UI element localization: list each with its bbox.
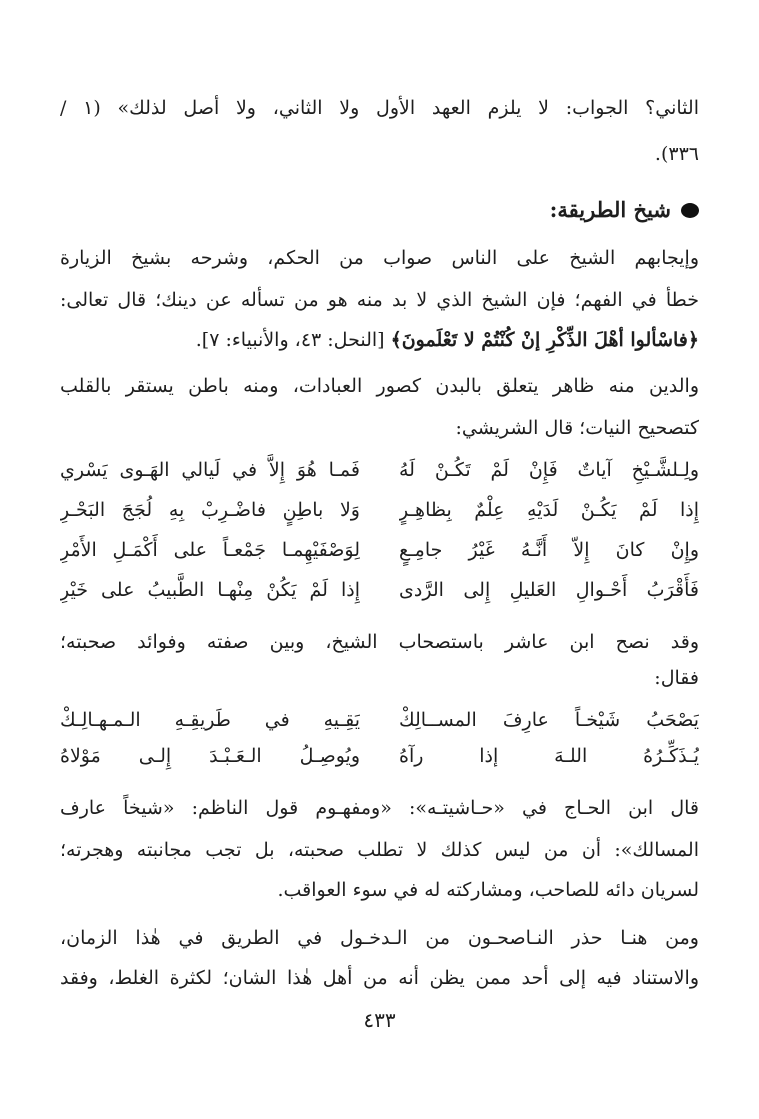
verse-first-hemistich: ولِـلشَّـيْخِ آياتٌ فَإِنْ لَمْ تَكُـنْ لَهُ xyxy=(399,459,699,481)
text-line: قال ابن الحـاج في «حـاشيتـه»: «ومفهـوم قول الناظم: «شيخاً عارف xyxy=(60,797,699,819)
verse-second-hemistich: ويُوصِـلُ الـعَـبْـدَ إِلـى مَوْلاهُ xyxy=(60,745,360,767)
text-line: ٣٣٦). xyxy=(654,143,699,165)
quran-quote: ﴿فاسْألوا أهْلَ الذِّكْرِ إنْ كُنْتُمْ لا تَعْلَمونَ﴾ xyxy=(390,329,699,351)
verse-first-hemistich: وإِنْ كانَ إِلاّ أَنَّـهُ غَيْرُ جامِـعٍ xyxy=(399,539,699,561)
verse-second-hemistich: وَلا باطِنٍ فاضْـرِبْ بِهِ لُجَجَ البَحْـرِ xyxy=(60,499,360,521)
text-line: كتصحيح النيات؛ قال الشريشي: xyxy=(455,417,699,439)
verse-first-hemistich: فَأَقْرَبُ أَحْـوالِ العَليلِ إِلى الرَّدى xyxy=(399,579,699,601)
verse-second-hemistich: يَقِـيهِ في طَريقِـهِ الـمـهـالِـكْ xyxy=(60,709,360,731)
text-line: المسالك»: أن من ليس كذلك لا تطلب صحبته، بل تجب مجانبته وهجرته؛ xyxy=(60,839,699,861)
quran-reference: [النحل: ٤٣، والأنبياء: ٧]. xyxy=(195,329,391,351)
text-line: والاستناد فيه إلى أحد ممن يظن أنه من أهل هٰذا الشان؛ لكثرة الغلط، وفقد xyxy=(60,967,699,989)
verse-first-hemistich: إِذا لَمْ يَكُـنْ لَدَيْهِ عِلْمٌ بِظاهِـرٍ xyxy=(399,499,699,521)
text-line: وإيجابهم الشيخ على الناس صواب من الحكم، وشرحه بشيخ الزيارة xyxy=(60,247,699,269)
text-line: خطأ في الفهم؛ فإن الشيخ الذي لا بد منه هو من تسأله عن دينك؛ قال تعالى: xyxy=(60,289,699,311)
section-heading xyxy=(60,190,699,230)
text-line: الثاني؟ الجواب: لا يلزم العهد الأول ولا الثاني، ولا أصل لذلك» (١ / xyxy=(60,97,699,119)
poem-verse xyxy=(60,490,699,530)
text-line: فقال: xyxy=(654,667,699,689)
verse-second-hemistich: فَمـا هُوَ إِلاَّ في لَيالي الهَـوى يَسْري xyxy=(60,459,360,481)
bullet-icon xyxy=(681,203,699,218)
poem-verse xyxy=(60,530,699,570)
text-line: ومن هنـا حذر النـاصحـون من الـدخـول في الطريق في هٰذا الزمان، xyxy=(60,927,699,949)
quran-verse-line xyxy=(60,320,699,360)
poem-verse xyxy=(60,450,699,490)
verse-first-hemistich: يَصْحَبُ شَيْخـاً عارِفَ المســالِكْ xyxy=(399,709,699,731)
page-number: ٤٣٣ xyxy=(363,1008,396,1032)
poem-verse xyxy=(60,570,699,610)
text-line: وقد نصح ابن عاشر باستصحاب الشيخ، وبين صفته وفوائد صحبته؛ xyxy=(60,631,699,653)
section-heading-text: شيخ الطريقة: xyxy=(549,197,671,222)
verse-second-hemistich: إِذا لَمْ يَكُنْ مِنْهـا الطَّبيبُ على خَيْرِ xyxy=(60,579,360,601)
poem-verse xyxy=(60,736,699,776)
verse-second-hemistich: لِوَصْفَيْهِمـا جَمْعـاً على أَكْمَـلِ الأَمْرِ xyxy=(60,539,360,561)
text-line: والدين منه ظاهر يتعلق بالبدن كصور العبادات، ومنه باطن يستقر بالقلب xyxy=(60,375,699,397)
verse-first-hemistich: يُـذَكِّـرُهُ اللـهَ إذا رآهُ xyxy=(399,745,699,767)
poem-verse xyxy=(60,700,699,740)
text-line: لسريان دائه للصاحب، ومشاركته له في سوء العواقب. xyxy=(277,879,699,901)
